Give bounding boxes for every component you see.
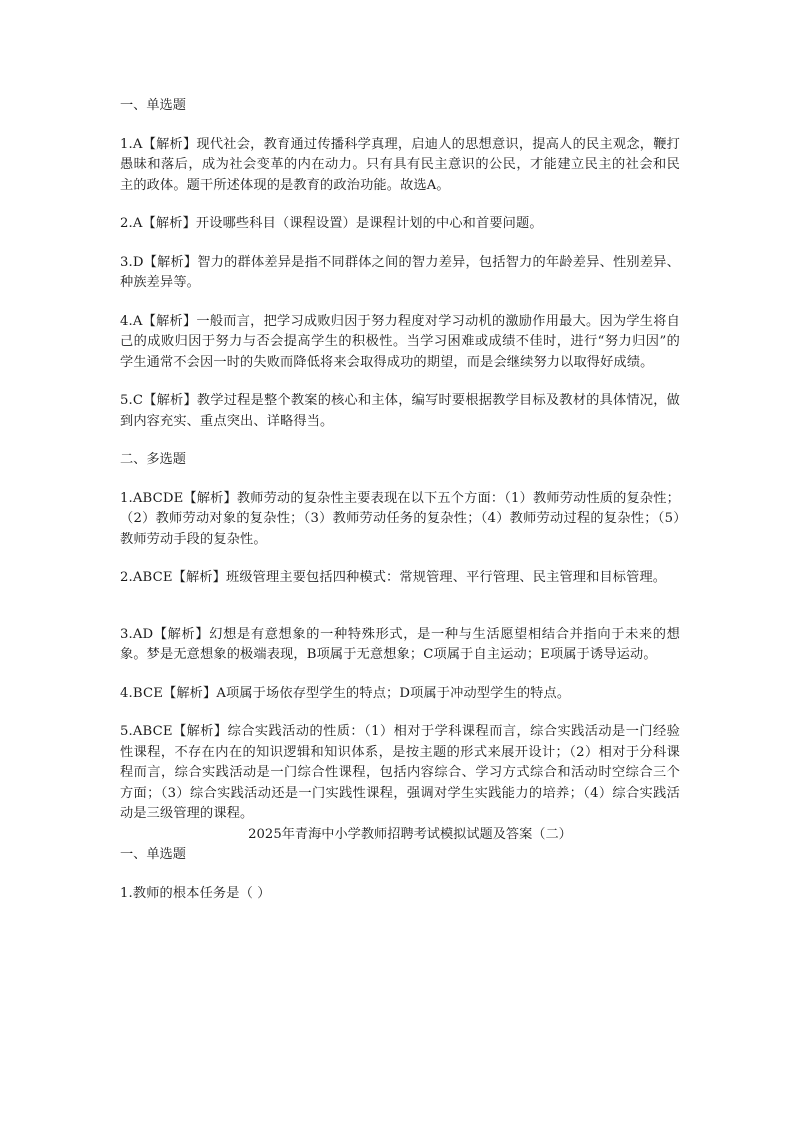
answer-item: 3.D【解析】智力的群体差异是指不同群体之间的智力差异，包括智力的年龄差异、性别差异、种族差异等。	[120, 254, 680, 290]
answer-item: 2.A【解析】开设哪些科目（课程设置）是课程计划的中心和首要问题。	[120, 216, 543, 231]
answer-item: 3.AD【解析】幻想是有意想象的一种特殊形式，是一种与生活愿望相结合并指向于未来的想象。梦是无意想象的极端表现，B项属于无意想象；C项属于自主运动；E项属于诱导运动。	[120, 626, 680, 662]
answer-item: 4.A【解析】一般而言，把学习成败归因于努力程度对学习动机的激励作用最大。因为学生将自己的成败归因于努力与否会提高学生的积极性。当学习困难或成绩不佳时，进行“努力归因”的学生通常不会因一时的失败而降低将来会取得成功的期望，而是会继续努力以取得好成绩。	[120, 313, 680, 370]
answer-item: 1.A【解析】现代社会，教育通过传播科学真理，启迪人的思想意识，提高人的民主观念，鞭打愚昧和落后，成为社会变革的内在动力。只有具有民主意识的公民，才能建立民主的社会和民主的政体。题干所述体现的是教育的政治功能。故选A。	[120, 136, 680, 193]
question-item: 1.教师的根本任务是（ ）	[120, 885, 271, 901]
answer-item: 5.C【解析】教学过程是整个教案的核心和主体，编写时要根据教学目标及教材的具体情况，做到内容充实、重点突出、详略得当。	[120, 393, 680, 429]
answer-item: 2.ABCE【解析】班级管理主要包括四种模式：常规管理、平行管理、民主管理和目标管理。	[120, 570, 667, 585]
answer-item: 5.ABCE【解析】综合实践活动的性质：（1）相对于学科课程而言，综合实践活动是一门经验性课程，不存在内在的知识逻辑和知识体系，是按主题的形式来展开设计；（2）相对于分科课程而言，综合实践活动是一门综合性课程，包括内容综合、学习方式综合和活动时空综合三个方面；（3）综合实践活动还是一门实践性课程，强调对学生实践能力的培养；（4）综合实践活动是三级管理的课程。	[120, 724, 680, 821]
section-heading-single-choice-2: 一、单选题	[120, 847, 186, 862]
section-heading-single-choice: 一、单选题	[120, 98, 186, 113]
document-title: 2025年青海中小学教师招聘考试模拟试题及答案（二）	[248, 826, 572, 842]
answer-item: 1.ABCDE【解析】教师劳动的复杂性主要表现在以下五个方面：（1）教师劳动性质的复杂性；（2）教师劳动对象的复杂性；（3）教师劳动任务的复杂性；（4）教师劳动过程的复杂性；（5）教师劳动手段的复杂性。	[120, 490, 680, 547]
document-page	[120, 96, 680, 904]
section-heading-multiple-choice: 二、多选题	[120, 452, 186, 467]
answer-item: 4.BCE【解析】A项属于场依存型学生的特点；D项属于冲动型学生的特点。	[120, 685, 571, 701]
